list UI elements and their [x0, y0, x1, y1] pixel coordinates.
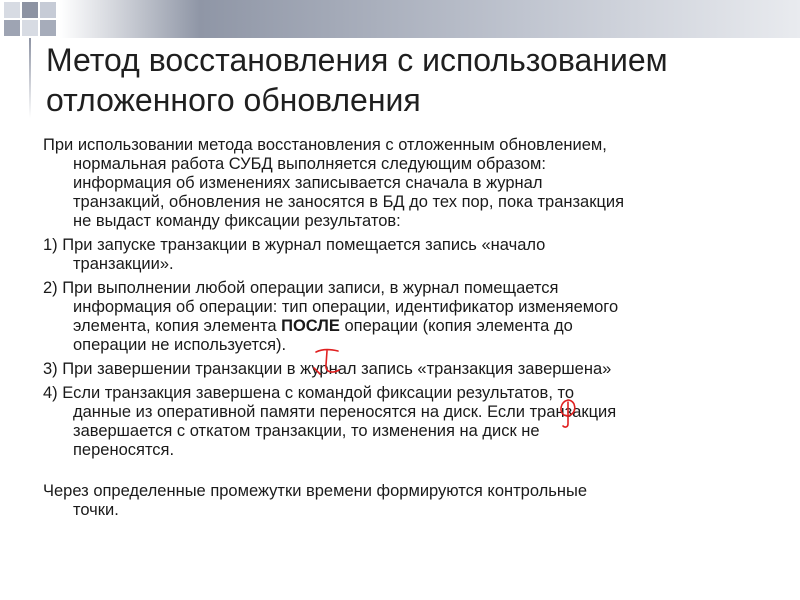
- text-line: не выдаст команду фиксации результатов:: [73, 212, 401, 230]
- title-line: отложенного обновления: [46, 82, 421, 118]
- text-line: 1) При запуске транзакции в журнал помещается запись «начало: [43, 236, 546, 254]
- handwritten-mark-icon: [556, 398, 582, 430]
- decoration-square: [40, 20, 56, 36]
- decoration-square: [22, 20, 38, 36]
- emphasis-text: ПОСЛЕ: [281, 317, 340, 335]
- step-1-paragraph: [43, 236, 763, 274]
- text-fragment: операции (копия элемента до: [339, 317, 573, 335]
- text-line: транзакции».: [73, 255, 174, 273]
- header-decoration-bar: [0, 0, 800, 38]
- step-4-paragraph: [43, 384, 763, 460]
- handwritten-mark-icon: [312, 346, 348, 380]
- text-fragment: элемента, копия элемента: [73, 317, 282, 335]
- text-line: информация об операции: тип операции, идентификатор изменяемого: [73, 298, 619, 316]
- text-line: завершается с откатом транзакции, то изменения на диск не: [73, 422, 540, 440]
- text-line: транзакций, обновления не заносятся в БД до тех пор, пока транзакция: [73, 193, 625, 211]
- decoration-square: [40, 2, 56, 18]
- text-line: данные из оперативной памяти переносятся на диск. Если транзакция: [73, 403, 617, 421]
- text-line: 3) При завершении транзакции в журнал запись «транзакция завершена»: [43, 360, 612, 378]
- decoration-square: [4, 20, 20, 36]
- intro-paragraph: [43, 136, 763, 231]
- decoration-square: [4, 2, 20, 18]
- step-3-paragraph: [43, 360, 763, 379]
- text-line: При использовании метода восстановления с отложенным обновлением,: [43, 136, 607, 154]
- text-line: 2) При выполнении любой операции записи, в журнал помещается: [43, 279, 559, 297]
- closing-paragraph: [43, 482, 763, 520]
- slide-title: [46, 40, 766, 120]
- text-line: Через определенные промежутки времени формируются контрольные: [43, 482, 588, 500]
- text-line: [43, 317, 763, 336]
- step-2-paragraph: [43, 279, 763, 355]
- text-line: точки.: [73, 501, 119, 519]
- text-line: нормальная работа СУБД выполняется следующим образом:: [73, 155, 546, 173]
- decoration-square: [22, 2, 38, 18]
- text-line: операции не используется).: [73, 336, 287, 354]
- slide-body: [43, 136, 763, 525]
- text-line: 4) Если транзакция завершена с командой фиксации результатов, то: [43, 384, 575, 402]
- text-line: переносятся.: [73, 441, 175, 459]
- title-line: Метод восстановления с использованием: [46, 42, 668, 78]
- text-line: информация об изменениях записывается сначала в журнал: [73, 174, 543, 192]
- decoration-line: [29, 38, 31, 118]
